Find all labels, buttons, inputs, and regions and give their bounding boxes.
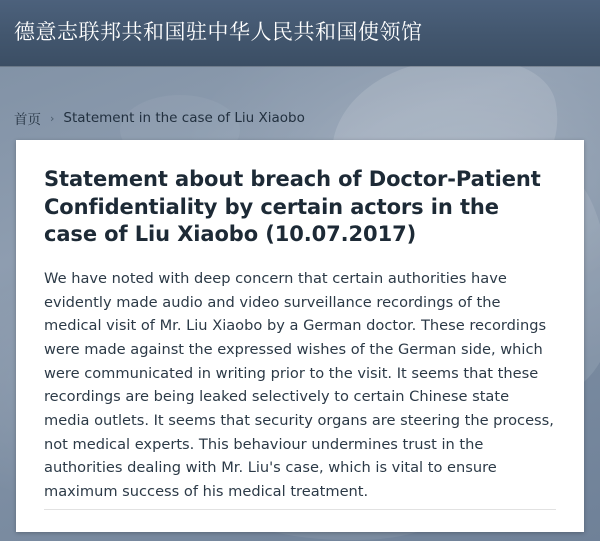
- divider: [44, 509, 556, 510]
- breadcrumb-home-link[interactable]: 首页: [14, 112, 41, 128]
- site-title: 德意志联邦共和国驻中华人民共和国使领馆: [14, 20, 423, 45]
- article-body-text: We have noted with deep concern that certain authorities have evidently made audio and video surveillance recordings of the medical visit of Mr. Liu Xiaobo by a German doctor. These recordings were made against the expressed wishes of the German side, which were communicated in writing prior to the visit. It seems that these recordings are being leaked selectively to certain Chinese state media outlets. It seems that security organs are steering the process, not medical experts. This behaviour undermines trust in the authorities dealing with Mr. Liu's case, which is vital to ensure maximum success of his medical treatment.: [44, 270, 554, 500]
- chevron-right-icon: ›: [50, 111, 55, 125]
- site-header: [0, 0, 600, 66]
- breadcrumb-current-item: Statement in the case of Liu Xiaobo: [63, 110, 305, 126]
- page-title: Statement about breach of Doctor-Patient Confidentiality by certain actors in the case of Liu Xiaobo (10.07.2017): [44, 167, 541, 247]
- breadcrumb: [0, 66, 600, 140]
- article-card: [16, 140, 584, 532]
